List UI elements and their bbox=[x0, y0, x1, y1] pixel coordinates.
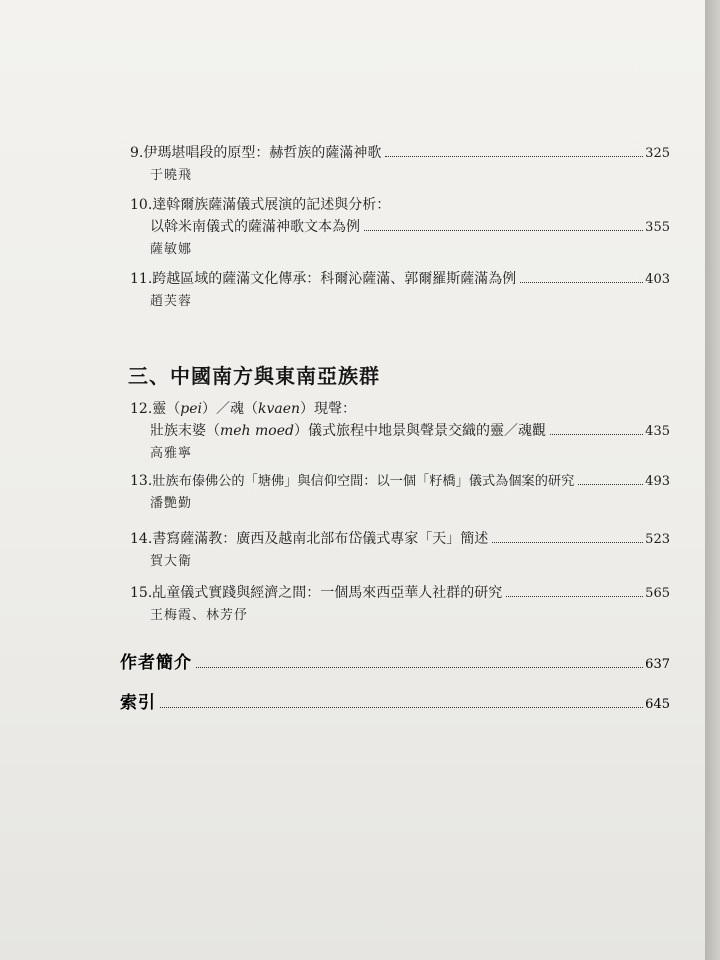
entry-number: 9. bbox=[130, 145, 144, 161]
page-number: 645 bbox=[645, 697, 670, 712]
entry-title: 書寫薩滿教：廣西及越南北部布岱儀式專家「天」簡述 bbox=[152, 531, 489, 547]
toc-index bbox=[120, 692, 670, 716]
page-number: 325 bbox=[645, 146, 670, 161]
entry-title-italic: pei bbox=[180, 401, 202, 417]
entry-author: 賀大衛 bbox=[150, 554, 193, 569]
entry-title-part: ）現聲： bbox=[300, 401, 357, 417]
entry-title-part: 壯族末婆（ bbox=[150, 423, 220, 439]
entry-title-part: ）儀式旅程中地景與聲景交織的靈／魂觀 bbox=[293, 423, 546, 439]
entry-author: 于曉飛 bbox=[150, 168, 193, 183]
entry-title: 跨越區域的薩滿文化傳承：科爾沁薩滿、郭爾羅斯薩滿為例 bbox=[152, 271, 517, 287]
dot-leader bbox=[385, 156, 643, 157]
authors-intro-label: 作者簡介 bbox=[120, 653, 192, 673]
page-edge bbox=[705, 0, 720, 960]
entry-number: 11. bbox=[130, 271, 153, 287]
entry-author: 王梅霞、林芳伃 bbox=[150, 608, 249, 623]
entry-title: 乩童儀式實踐與經濟之間：一個馬來西亞華人社群的研究 bbox=[152, 585, 503, 601]
entry-title-italic: meh moed bbox=[220, 423, 294, 439]
entry-number: 14. bbox=[130, 531, 153, 547]
dot-leader bbox=[520, 282, 643, 283]
index-label: 索引 bbox=[120, 693, 156, 713]
entry-title: 壯族布傣佛公的「塘佛」與信仰空間：以一個「籽橋」儀式為個案的研究 bbox=[152, 474, 575, 489]
entry-author: 薩敏娜 bbox=[150, 242, 193, 257]
entry-author: 潘艷勤 bbox=[150, 496, 193, 511]
toc-entry-13 bbox=[130, 470, 670, 515]
entry-title: 以斡米南儀式的薩滿神歌文本為例 bbox=[150, 219, 360, 235]
toc-entry-11 bbox=[130, 268, 670, 313]
dot-leader bbox=[506, 596, 643, 597]
entry-number: 12. bbox=[130, 401, 153, 417]
page-number: 523 bbox=[645, 532, 670, 547]
entry-title-italic: kvaen bbox=[258, 401, 301, 417]
page-number: 565 bbox=[645, 586, 670, 601]
dot-leader bbox=[550, 434, 643, 435]
page-number: 435 bbox=[645, 424, 670, 439]
toc-entry-10 bbox=[130, 194, 670, 261]
entry-number: 13. bbox=[130, 473, 153, 489]
entry-title-part: 靈（ bbox=[152, 401, 181, 417]
page-number: 403 bbox=[645, 272, 670, 287]
page-number: 493 bbox=[645, 474, 670, 489]
entry-author: 高雅寧 bbox=[150, 446, 193, 461]
dot-leader bbox=[578, 484, 643, 485]
entry-number: 10. bbox=[130, 197, 153, 213]
dot-leader bbox=[364, 230, 643, 231]
page-number: 637 bbox=[645, 657, 670, 672]
entry-author: 趙芙蓉 bbox=[150, 294, 193, 309]
entry-number: 15. bbox=[130, 585, 153, 601]
toc-entry-14 bbox=[130, 528, 670, 573]
dot-leader bbox=[196, 667, 643, 668]
entry-title-line1: 達斡爾族薩滿儀式展演的記述與分析： bbox=[152, 197, 391, 213]
section-heading: 三、中國南方與東南亞族群 bbox=[128, 364, 380, 388]
toc-entry-12 bbox=[130, 398, 670, 465]
toc-authors-intro bbox=[120, 652, 670, 676]
toc-entry-15 bbox=[130, 582, 670, 627]
dot-leader bbox=[492, 542, 643, 543]
page-number: 355 bbox=[645, 220, 670, 235]
entry-title: 伊瑪堪唱段的原型：赫哲族的薩滿神歌 bbox=[143, 145, 382, 161]
dot-leader bbox=[160, 707, 643, 708]
entry-title-part: ）／魂（ bbox=[202, 401, 258, 417]
toc-entry-9 bbox=[130, 142, 670, 187]
